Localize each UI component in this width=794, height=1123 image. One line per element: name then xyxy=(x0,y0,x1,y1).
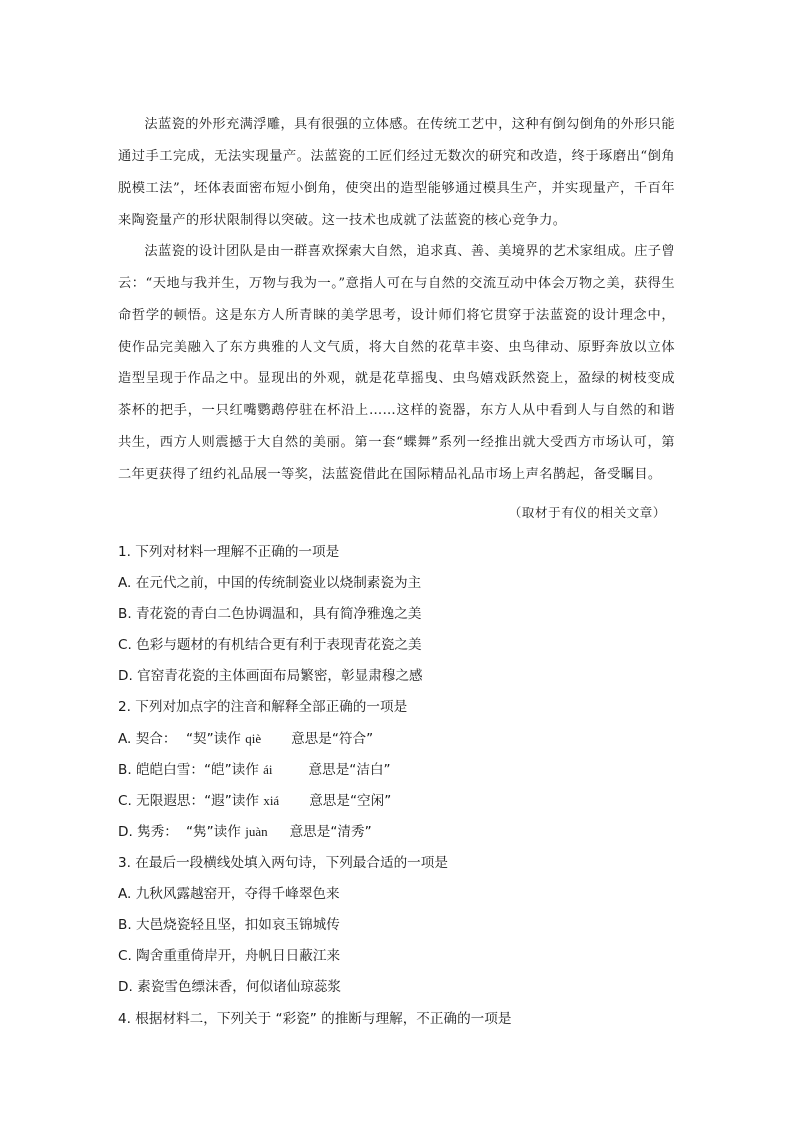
option-pinyin: xiá xyxy=(263,793,280,808)
option-reading: “隽”读作 xyxy=(186,824,241,840)
question-3-option-d: D. 素瓷雪色缥沫香，何似诸仙琼蕊浆 xyxy=(118,979,342,995)
question-2-option-c xyxy=(118,789,391,809)
option-pinyin: qiè xyxy=(245,731,262,746)
passage-paragraph-2: 法蓝瓷的设计团队是由一群喜欢探索大自然，追求真、善、美境界的艺术家组成。庄子曾云：“天地与我并生，万物与我为一。”意指人可在与自然的交流互动中体会万物之美，获得生命哲学的顿悟。这是东方人所青睐的美学思考，设计师们将它贯穿于法蓝瓷的设计理念中，使作品完美融入了东方典雅的人文气质，将大自然的花草丰姿、虫鸟律动、原野奔放以立体造型呈现于作品之中。显现出的外观，就是花草摇曳、虫鸟嬉戏跃然瓷上，盈绿的树枝变成茶杯的把手，一只红嘴鹦鹉停驻在杯沿上……这样的瓷器，东方人从中看到人与自然的和谐共生，西方人则震撼于大自然的美丽。第一套“蝶舞”系列一经推出就大受西方市场认可，第二年更获得了纽约礼品展一等奖，法蓝瓷借此在国际精品礼品市场上声名鹊起，备受瞩目。 xyxy=(118,244,675,482)
question-1-option-b: B. 青花瓷的青白二色协调温和，具有简净雅逸之美 xyxy=(118,606,422,622)
option-word: C. 无限遐思： xyxy=(118,793,205,809)
question-2-option-d xyxy=(118,820,372,840)
option-meaning: 意思是“洁白” xyxy=(308,762,391,778)
option-reading: “皑”读作 xyxy=(203,762,259,778)
question-1-stem: 1. 下列对材料一理解不正确的一项是 xyxy=(118,544,340,560)
question-1-option-a: A. 在元代之前，中国的传统制瓷业以烧制素瓷为主 xyxy=(118,575,422,591)
question-3-option-b: B. 大邑烧瓷轻且坚，扣如哀玉锦城传 xyxy=(118,917,340,933)
option-reading: “契”读作 xyxy=(186,731,241,747)
option-meaning: 意思是“空闲” xyxy=(309,793,392,809)
question-3-option-a: A. 九秋风露越窑开，夺得千峰翠色来 xyxy=(118,886,340,902)
question-2-stem: 2. 下列对加点字的注音和解释全部正确的一项是 xyxy=(118,699,408,715)
option-meaning: 意思是“符合” xyxy=(291,731,374,747)
option-pinyin: ái xyxy=(263,762,273,777)
option-word: B. 皑皑白雪： xyxy=(118,762,204,778)
option-meaning: 意思是“清秀” xyxy=(289,824,372,840)
option-word: A. 契合： xyxy=(118,731,177,747)
source-note: （取材于有仪的相关文章） xyxy=(508,505,666,520)
question-1-option-d: D. 官窑青花瓷的主体画面布局繁密，彰显肃穆之感 xyxy=(118,668,423,684)
question-4-stem: 4. 根据材料二，下列关于 “彩瓷” 的推断与理解，不正确的一项是 xyxy=(118,1011,512,1027)
question-2-option-a xyxy=(118,727,373,747)
question-1-option-c: C. 色彩与题材的有机结合更有利于表现青花瓷之美 xyxy=(118,637,422,653)
option-word: D. 隽秀： xyxy=(118,824,178,840)
question-2-option-b xyxy=(118,758,391,778)
option-reading: “遐”读作 xyxy=(204,793,259,809)
passage-paragraph-1: 法蓝瓷的外形充满浮雕，具有很强的立体感。在传统工艺中，这种有倒勾倒角的外形只能通过手工完成，无法实现量产。法蓝瓷的工匠们经过无数次的研究和改造，终于琢磨出“倒角脱模工法”，坯体表面密布短小倒角，使突出的造型能够通过模具生产，并实现量产，千百年来陶瓷量产的形状限制得以突破。这一技术也成就了法蓝瓷的核心竞争力。 xyxy=(118,117,675,228)
option-pinyin: juàn xyxy=(245,824,268,839)
question-3-stem: 3. 在最后一段横线处填入两句诗，下列最合适的一项是 xyxy=(118,855,448,871)
question-3-option-c: C. 陶舍重重倚岸开，舟帆日日蔽江来 xyxy=(118,948,341,964)
